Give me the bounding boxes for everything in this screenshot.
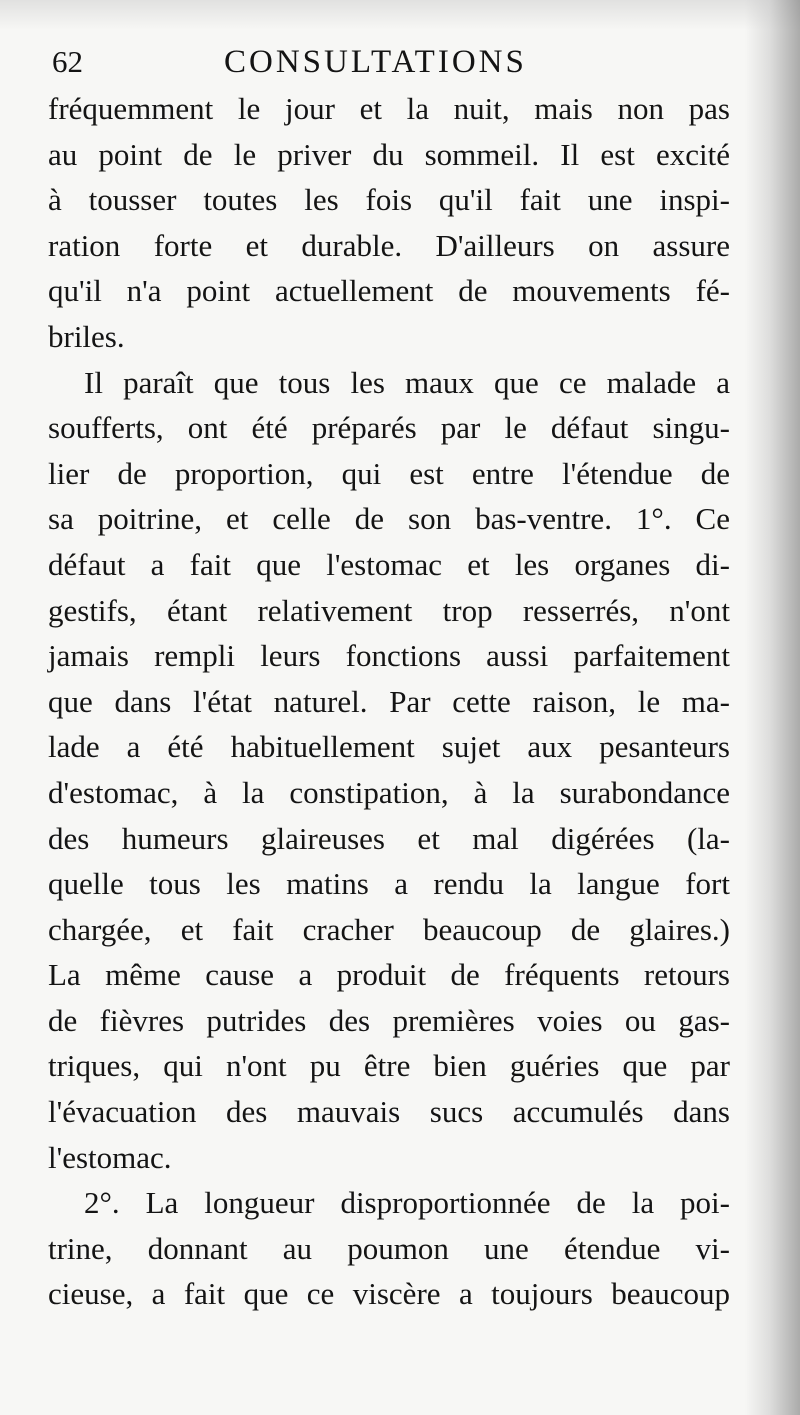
running-title: CONSULTATIONS xyxy=(224,44,527,80)
text-line: Il paraît que tous les maux que ce malade a xyxy=(84,364,730,400)
page-number: 62 xyxy=(52,44,83,79)
text-line: à tousser toutes les fois qu'il fait une inspi- xyxy=(48,182,730,218)
text-line: au point de le priver du sommeil. Il est excité xyxy=(48,136,730,172)
text-line: triques, qui n'ont pu être bien guéries que par xyxy=(48,1048,730,1084)
page-edge-top xyxy=(0,0,800,30)
paragraph-2 xyxy=(48,360,730,1181)
text-line: jamais rempli leurs fonctions aussi parfaitement xyxy=(48,638,730,674)
text-line: de fièvres putrides des premières voies ou gas- xyxy=(48,1002,730,1038)
text-line: qu'il n'a point actuellement de mouvements fé- xyxy=(48,273,730,309)
text-line: des humeurs glaireuses et mal digérées (la- xyxy=(48,820,730,856)
text-line: lade a été habituellement sujet aux pesanteurs xyxy=(48,729,730,765)
text-line: l'évacuation des mauvais sucs accumulés dans xyxy=(48,1094,730,1130)
text-line: que dans l'état naturel. Par cette raison, le ma- xyxy=(48,683,730,719)
text-line: trine, donnant au poumon une étendue vi- xyxy=(48,1230,730,1266)
text-line: fréquemment le jour et la nuit, mais non pas xyxy=(48,91,730,126)
running-header xyxy=(48,38,730,86)
text-line: briles. xyxy=(48,318,125,354)
text-line: 2°. La longueur disproportionnée de la poi- xyxy=(84,1185,730,1221)
text-line: sa poitrine, et celle de son bas-ventre. 1°. Ce xyxy=(48,501,730,537)
text-line: d'estomac, à la constipation, à la surabondance xyxy=(48,774,730,810)
text-line: La même cause a produit de fréquents retours xyxy=(48,957,730,993)
paragraph-1 xyxy=(48,86,730,360)
text-line: défaut a fait que l'estomac et les organes di- xyxy=(48,546,730,582)
text-line: gestifs, étant relativement trop resserrés, n'ont xyxy=(48,592,730,628)
text-line: soufferts, ont été préparés par le défaut singu- xyxy=(48,410,730,446)
text-line: ration forte et durable. D'ailleurs on assure xyxy=(48,227,730,263)
text-line: lier de proportion, qui est entre l'étendue de xyxy=(48,455,730,491)
text-line: cieuse, a fait que ce viscère a toujours beaucoup xyxy=(48,1276,730,1312)
text-line: chargée, et fait cracher beaucoup de glaires.) xyxy=(48,911,730,947)
text-line: quelle tous les matins a rendu la langue fort xyxy=(48,866,730,902)
paragraph-3 xyxy=(48,1180,730,1317)
text-line: l'estomac. xyxy=(48,1139,172,1175)
page-edge-shadow xyxy=(745,0,800,1415)
page-text xyxy=(48,38,730,1317)
